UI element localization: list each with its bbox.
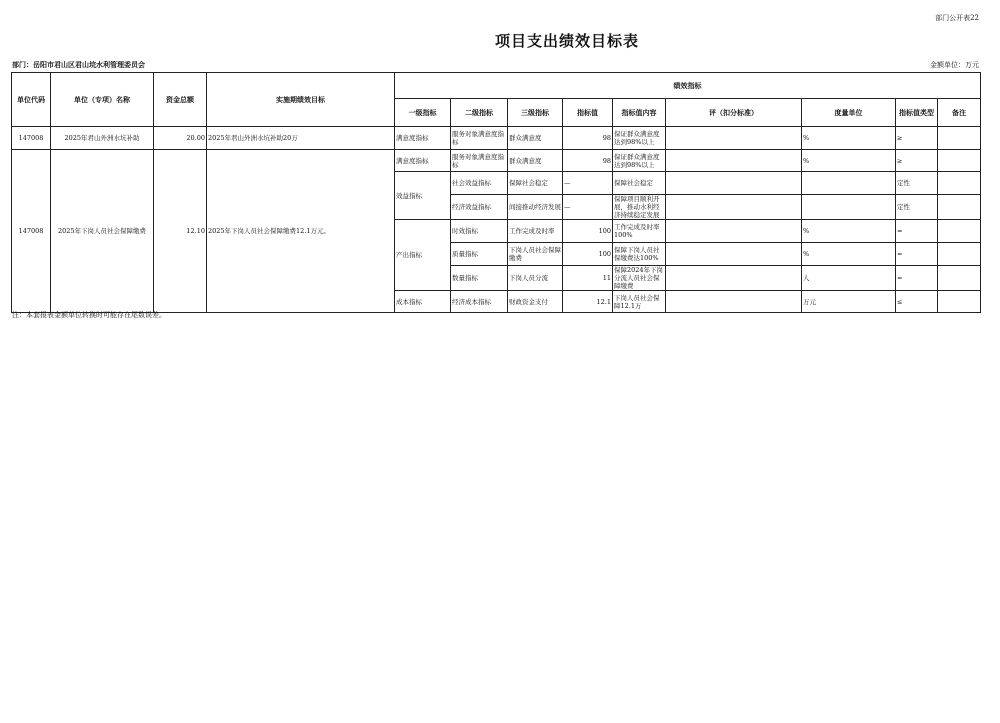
header-scoring: 评（扣分标准） — [666, 99, 802, 127]
table-number-label: 部门公开表22 — [935, 14, 979, 22]
value-cell: — — [563, 195, 613, 220]
measure-unit-cell: % — [802, 150, 896, 172]
level1-cell: 产出指标 — [395, 220, 451, 291]
scoring-cell — [666, 195, 802, 220]
header-level2: 二级指标 — [451, 99, 508, 127]
header-unit-code: 单位代码 — [12, 73, 51, 127]
goal-cell: 2025年下岗人员社会保障缴费12.1万元。 — [207, 150, 395, 313]
amount-unit-label: 金额单位：万元 — [930, 61, 979, 69]
level3-cell: 下岗人员社会保障缴费 — [508, 243, 563, 266]
value-content-cell: 保障社会稳定 — [613, 172, 666, 195]
header-unit-name: 单位（专项）名称 — [51, 73, 154, 127]
scoring-cell — [666, 127, 802, 150]
value-type-cell: 定性 — [896, 195, 938, 220]
level2-cell: 经济成本指标 — [451, 291, 508, 313]
department-label: 部门：岳阳市君山区君山垸水利管理委员会 — [12, 60, 145, 69]
measure-unit-cell: 人 — [802, 266, 896, 291]
level2-cell: 服务对象满意度指标 — [451, 150, 508, 172]
scoring-cell — [666, 150, 802, 172]
value-cell: 100 — [563, 220, 613, 243]
remarks-cell — [938, 150, 981, 172]
level1-cell: 效益指标 — [395, 172, 451, 220]
value-type-cell: = — [896, 243, 938, 266]
value-type-cell: = — [896, 266, 938, 291]
table-row — [12, 127, 981, 150]
remarks-cell — [938, 243, 981, 266]
value-type-cell: = — [896, 220, 938, 243]
header-measure-unit: 度量单位 — [802, 99, 896, 127]
remarks-cell — [938, 220, 981, 243]
level2-cell: 数量指标 — [451, 266, 508, 291]
measure-unit-cell: % — [802, 127, 896, 150]
value-content-cell: 保障项目顺利开展，推动水利经济持续稳定发展 — [613, 195, 666, 220]
header-performance-indicator: 绩效指标 — [395, 73, 981, 99]
value-cell: — — [563, 172, 613, 195]
value-content-cell: 下岗人员社会保障12.1万 — [613, 291, 666, 313]
header-level3: 三级指标 — [508, 99, 563, 127]
value-cell: 98 — [563, 150, 613, 172]
amount-cell: 20.00 — [154, 127, 207, 150]
value-cell: 11 — [563, 266, 613, 291]
level3-cell: 财政资金支付 — [508, 291, 563, 313]
unit-code-cell: 147008 — [12, 150, 51, 313]
value-content-cell: 保证群众满意度达到98%以上 — [613, 150, 666, 172]
value-cell: 98 — [563, 127, 613, 150]
scoring-cell — [666, 291, 802, 313]
level2-cell: 经济效益指标 — [451, 195, 508, 220]
amount-cell: 12.10 — [154, 150, 207, 313]
header-total-funds: 资金总额 — [154, 73, 207, 127]
header-value: 指标值 — [563, 99, 613, 127]
remarks-cell — [938, 127, 981, 150]
value-content-cell: 保障下岗人员社保缴费达100% — [613, 243, 666, 266]
value-content-cell: 保证群众满意度达到98%以上 — [613, 127, 666, 150]
level2-cell: 社会效益指标 — [451, 172, 508, 195]
remarks-cell — [938, 291, 981, 313]
measure-unit-cell: % — [802, 220, 896, 243]
level1-cell: 满意度指标 — [395, 150, 451, 172]
performance-table — [11, 72, 981, 313]
page-title: 项目支出绩效目标表 — [494, 32, 639, 50]
value-content-cell: 保障2024年下岗分流人员社会保障缴费 — [613, 266, 666, 291]
header-period-goal: 实施期绩效目标 — [207, 73, 395, 127]
remarks-cell — [938, 195, 981, 220]
unit-name-cell: 2025年下岗人员社会保障缴费 — [51, 150, 154, 313]
level3-cell: 群众满意度 — [508, 127, 563, 150]
remarks-cell — [938, 172, 981, 195]
level2-cell: 质量指标 — [451, 243, 508, 266]
value-type-cell: ≥ — [896, 150, 938, 172]
level1-cell: 成本指标 — [395, 291, 451, 313]
value-type-cell: ≤ — [896, 291, 938, 313]
header-value-content: 指标值内容 — [613, 99, 666, 127]
level3-cell: 下岗人员分流 — [508, 266, 563, 291]
goal-cell: 2025年君山外洲水坑补助20万 — [207, 127, 395, 150]
header-remarks: 备注 — [938, 99, 981, 127]
scoring-cell — [666, 243, 802, 266]
value-content-cell: 工作完成及时率100% — [613, 220, 666, 243]
value-type-cell: 定性 — [896, 172, 938, 195]
remarks-cell — [938, 266, 981, 291]
value-cell: 100 — [563, 243, 613, 266]
table-row — [12, 150, 981, 172]
measure-unit-cell — [802, 195, 896, 220]
level1-cell: 满意度指标 — [395, 127, 451, 150]
header-level1: 一级指标 — [395, 99, 451, 127]
level3-cell: 群众满意度 — [508, 150, 563, 172]
scoring-cell — [666, 220, 802, 243]
value-cell: 12.1 — [563, 291, 613, 313]
header-value-type: 指标值类型 — [896, 99, 938, 127]
unit-name-cell: 2025年君山外洲水坑补助 — [51, 127, 154, 150]
scoring-cell — [666, 172, 802, 195]
unit-code-cell: 147008 — [12, 127, 51, 150]
level3-cell: 间接推动经济发展 — [508, 195, 563, 220]
measure-unit-cell: 万元 — [802, 291, 896, 313]
level3-cell: 工作完成及时率 — [508, 220, 563, 243]
value-type-cell: ≥ — [896, 127, 938, 150]
scoring-cell — [666, 266, 802, 291]
level3-cell: 保障社会稳定 — [508, 172, 563, 195]
level2-cell: 服务对象满意度指标 — [451, 127, 508, 150]
footnote: 注：本套报表金额单位转换时可能存在尾数误差。 — [12, 311, 166, 319]
measure-unit-cell: % — [802, 243, 896, 266]
measure-unit-cell — [802, 172, 896, 195]
level2-cell: 时效指标 — [451, 220, 508, 243]
